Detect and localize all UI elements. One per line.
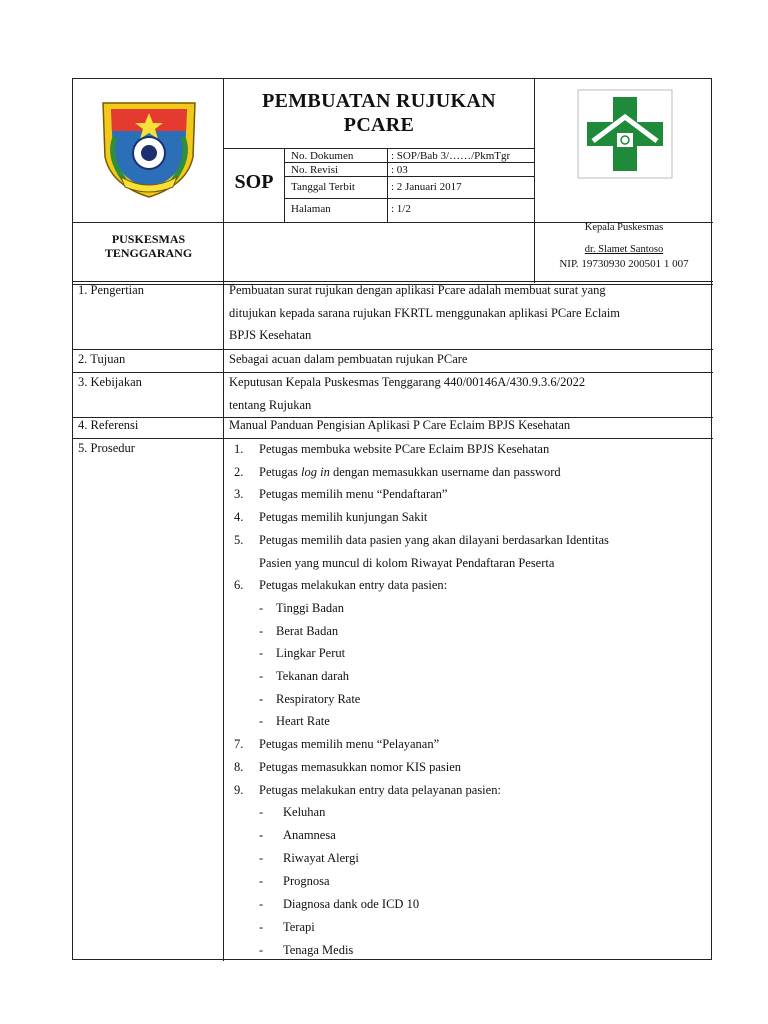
regency-emblem-icon [97, 97, 201, 199]
head-nip: NIP. 19730930 200501 1 007 [559, 258, 689, 270]
head-title: Kepala Puskesmas [584, 222, 664, 233]
procedure-list [224, 438, 707, 962]
section-label: 1. Pengertian [78, 283, 144, 297]
head-name: dr. Slamet Santoso [584, 244, 664, 255]
meta-value: : 2 Januari 2017 [391, 181, 462, 193]
section-content: Sebagai acuan dalam pembuatan rujukan PCare [229, 352, 468, 366]
list-item: 4. Petugas memilih kunjungan Sakit [234, 510, 428, 525]
divider [387, 148, 388, 222]
meta-value: : SOP/Bab 3/……/PkmTgr [391, 150, 511, 162]
section-content: Manual Panduan Pengisian Aplikasi P Care Eclaim BPJS Kesehatan [229, 418, 571, 432]
sub-item: - Heart Rate [259, 714, 330, 729]
section-label: 3. Kebijakan [78, 375, 142, 389]
section-label: 4. Referensi [78, 418, 139, 432]
meta-key: Tanggal Terbit [291, 181, 355, 193]
sub-item: - Lingkar Perut [259, 646, 346, 661]
list-item: 9. Petugas melakukan entry data pelayanan pasien: [234, 782, 501, 797]
sub-item: - Riwayat Alergi [259, 851, 359, 866]
meta-value: : 03 [391, 164, 408, 176]
sub-item: - Berat Badan [259, 623, 339, 638]
list-item: 2. Petugas log in dengan memasukkan username dan password [234, 464, 561, 479]
meta-key: Halaman [291, 203, 331, 215]
divider [284, 198, 534, 199]
section-content: Pembuatan surat rujukan dengan aplikasi Pcare adalah membuat surat yang ditujukan kepada sarana rujukan FKRTL menggunakan aplikasi PCare Eclaim BPJS Kesehatan [229, 283, 621, 342]
document-title: PEMBUATAN RUJUKAN PCARE [262, 90, 496, 136]
list-item: 8. Petugas memasukkan nomor KIS pasien [234, 759, 462, 774]
sub-item: - Keluhan [259, 805, 326, 820]
list-item: 3. Petugas memilih menu “Pendaftaran” [234, 487, 448, 502]
sub-item: - Terapi [259, 919, 315, 934]
list-item: 1. Petugas membuka website PCare Eclaim BPJS Kesehatan [234, 442, 550, 456]
sub-item: - Tinggi Badan [259, 600, 344, 615]
organization-name: PUSKESMAS TENGGARANG [104, 232, 193, 260]
sop-label: SOP [234, 171, 274, 193]
meta-key: No. Revisi [291, 164, 339, 176]
sub-item: - Anamnesa [259, 828, 336, 843]
sub-item: - Tenaga Medis [259, 942, 354, 957]
list-item: 7. Petugas memilih menu “Pelayanan” [234, 737, 440, 752]
sub-item: - Diagnosa dank ode ICD 10 [259, 896, 420, 911]
section-content: Keputusan Kepala Puskesmas Tenggarang 440/00146A/430.9.3.6/2022 tentang Rujukan [229, 375, 586, 412]
green-cross-icon [577, 89, 673, 179]
sop-document [72, 78, 712, 960]
list-item: 5. Petugas memilih data pasien yang akan dilayani berdasarkan Identitas Pasien yang muncul di kolom Riwayat Pendaftaran Peserta [234, 532, 609, 570]
meta-key: No. Dokumen [291, 150, 354, 162]
section-label: 2. Tujuan [78, 352, 126, 366]
meta-value: : 1/2 [391, 203, 411, 215]
sub-item: - Prognosa [259, 873, 330, 888]
sub-item: - Respiratory Rate [259, 691, 361, 706]
list-item: 6. Petugas melakukan entry data pasien: [234, 578, 448, 593]
section-label: 5. Prosedur [78, 441, 135, 455]
sub-item: - Tekanan darah [259, 669, 350, 684]
divider [284, 148, 285, 222]
